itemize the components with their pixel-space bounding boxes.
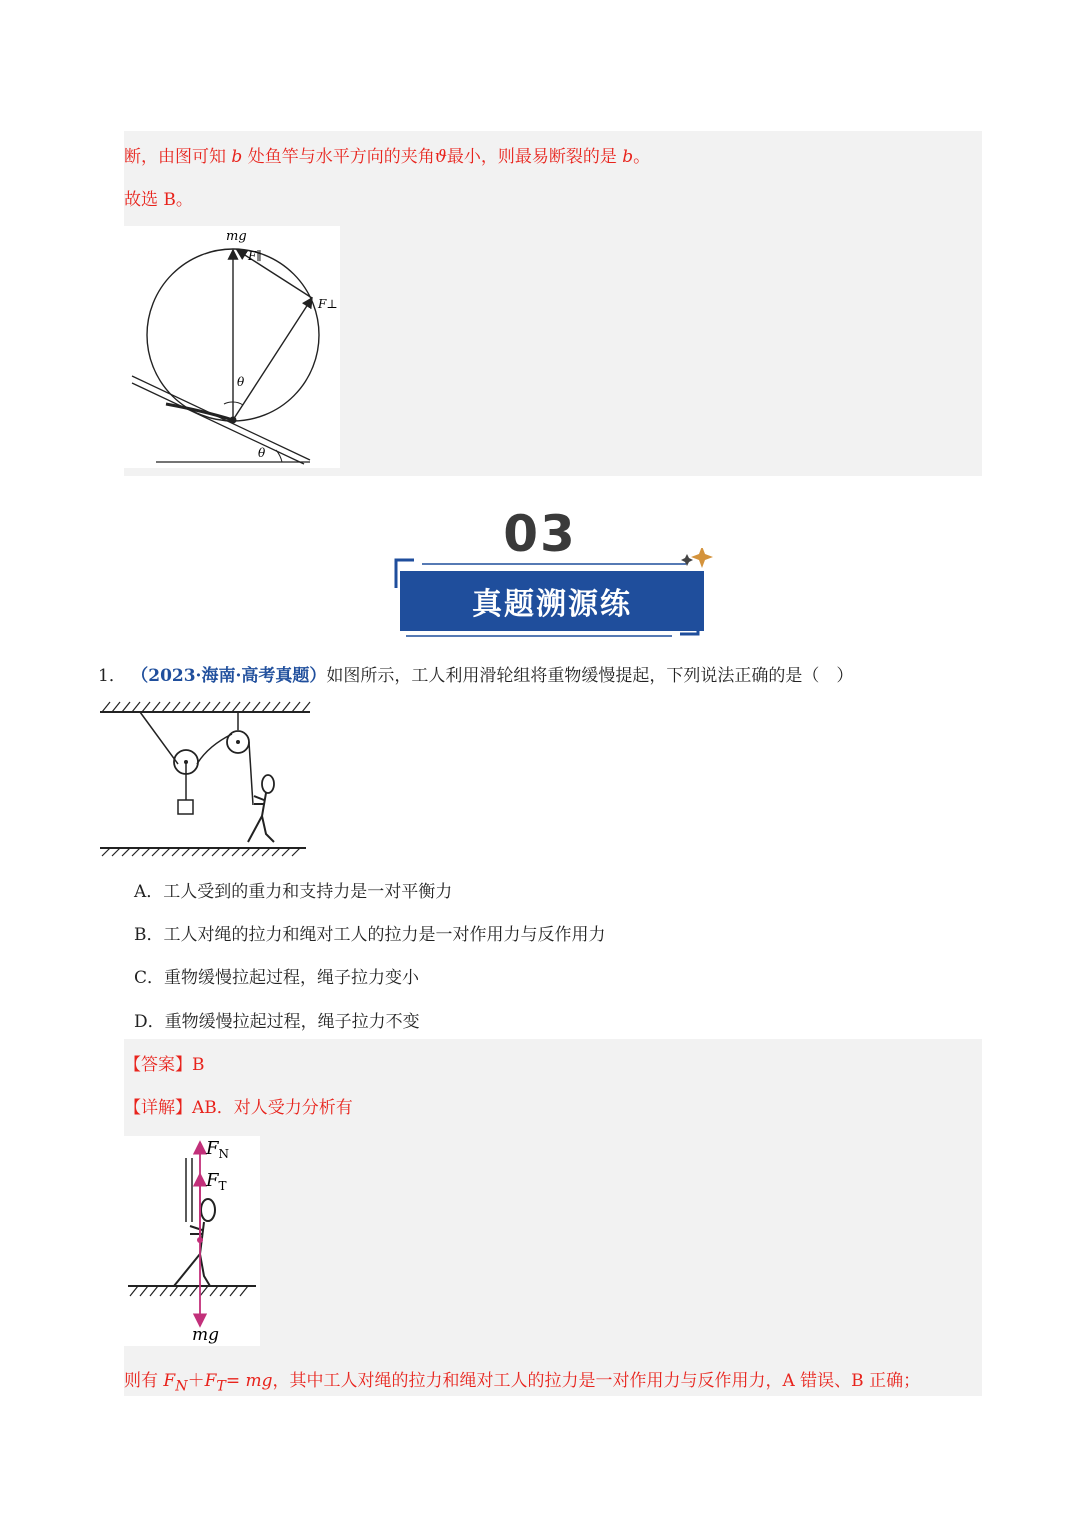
theta-arc-top <box>233 402 243 405</box>
rope-right <box>249 742 253 805</box>
label-f-par: F∥ <box>248 249 262 263</box>
explanation-line-2: 故选 B。 <box>124 190 193 210</box>
weight-block <box>178 800 193 814</box>
answer-value: B <box>192 1055 205 1075</box>
worker-force-figure <box>124 1136 260 1346</box>
option-c: C．重物缓慢拉起过程，绳子拉力变小 <box>134 968 420 988</box>
equation: $F_N+F_T=$ mg <box>163 1371 273 1395</box>
question-text: 如图所示，工人利用滑轮组将重物缓慢提起，下列说法正确的是（ ） <box>326 666 854 686</box>
final-line <box>124 1366 920 1394</box>
option-d: D．重物缓慢拉起过程，绳子拉力不变 <box>134 1012 420 1032</box>
contact-arc <box>166 404 233 420</box>
explanation-line-1 <box>124 142 650 167</box>
label-ft: $F_T$ <box>206 1170 227 1193</box>
label-mg: mg <box>192 1325 220 1345</box>
text-segment: 则有 <box>124 1371 164 1391</box>
label-mg: mg <box>226 229 247 244</box>
label-theta-bottom: θ <box>258 446 266 460</box>
text-segment: 最小，则最易断裂的是 <box>446 147 617 167</box>
label-f-perp: F⊥ <box>318 297 338 311</box>
pulley-diagram <box>98 700 312 858</box>
var-b: b <box>231 147 243 167</box>
f-perp-arrow <box>233 298 312 420</box>
force-circle-diagram <box>124 226 340 468</box>
answer-tag: 【答案】 <box>124 1055 192 1075</box>
worker-body <box>248 793 274 842</box>
worker-head <box>201 1199 215 1221</box>
section-number: 03 <box>503 505 577 563</box>
option-a: A．工人受到的重力和支持力是一对平衡力 <box>134 882 453 902</box>
option-b: B．工人对绳的拉力和绳对工人的拉力是一对作用力与反作用力 <box>134 925 606 945</box>
incline-line-lower <box>132 383 304 464</box>
text-segment: ，其中工人对绳的拉力和绳对工人的拉力是一对作用力与反作用力，A 错误、B 正确； <box>272 1371 921 1391</box>
question-source: （2023·海南·高考真题） <box>131 666 327 686</box>
detail-line <box>124 1093 353 1118</box>
worker-head <box>262 775 274 793</box>
rope-left <box>140 712 178 764</box>
detail-text: AB．对人受力分析有 <box>192 1098 353 1118</box>
detail-tag: 【详解】 <box>124 1098 192 1118</box>
label-theta-top: θ <box>237 375 245 389</box>
force-circle-figure <box>124 226 340 468</box>
answer-line <box>124 1050 205 1075</box>
section-title-banner: 真题溯源练 <box>400 571 704 631</box>
text-segment: 处鱼竿与水平方向的夹角 <box>247 147 435 167</box>
text-segment: 。 <box>633 147 651 167</box>
label-fn: $F_N$ <box>206 1138 229 1161</box>
question-stem <box>98 661 853 686</box>
worker-body <box>174 1222 210 1286</box>
var-b: b <box>622 147 634 167</box>
center-point <box>197 1237 203 1243</box>
var-theta: ϑ <box>434 147 447 167</box>
sparkle-icon <box>691 548 713 568</box>
question-number: 1． <box>98 666 126 686</box>
pulley-figure <box>98 700 312 858</box>
text-segment: 断，由图可知 <box>124 147 226 167</box>
worker-force-diagram <box>124 1136 260 1346</box>
